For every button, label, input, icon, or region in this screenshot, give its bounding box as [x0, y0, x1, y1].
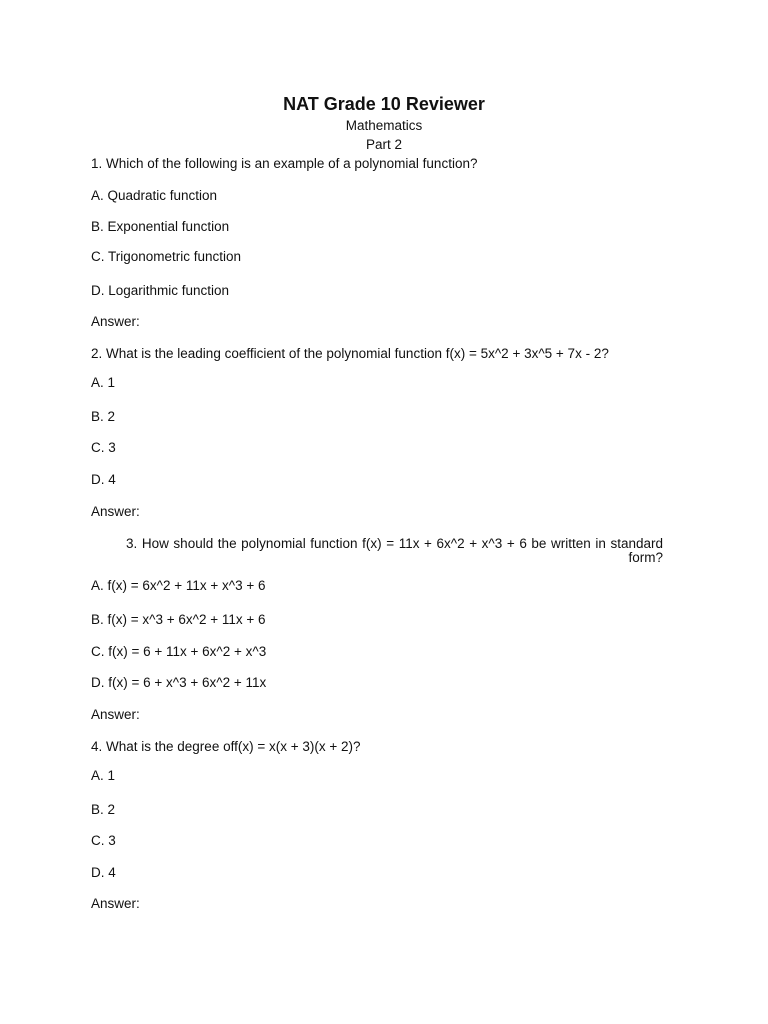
question-4-answer: Answer:: [91, 896, 140, 911]
question-2-choice-d: D. 4: [91, 472, 116, 487]
question-4-choice-d: D. 4: [91, 865, 116, 880]
question-3-choice-b: B. f(x) = x^3 + 6x^2 + 11x + 6: [91, 612, 266, 627]
document-subtitle: Mathematics: [345, 118, 423, 133]
question-4-choice-c: C. 3: [91, 833, 116, 848]
question-2-text: 2. What is the leading coefficient of the polynomial function f(x) = 5x^2 + 3x^5 + 7x - 2?: [91, 346, 609, 361]
question-4-text: 4. What is the degree off(x) = x(x + 3)(x + 2)?: [91, 739, 361, 754]
question-2-answer: Answer:: [91, 504, 140, 519]
question-1-choice-a: A. Quadratic function: [91, 188, 218, 203]
document-title: NAT Grade 10 Reviewer: [283, 94, 485, 114]
document-part: Part 2: [365, 137, 403, 152]
question-1-choice-b: B. Exponential function: [91, 219, 230, 234]
question-2-choice-c: C. 3: [91, 440, 116, 455]
question-1-choice-d: D. Logarithmic function: [91, 283, 230, 298]
question-3-choice-d: D. f(x) = 6 + x^3 + 6x^2 + 11x: [91, 675, 267, 690]
question-4-choice-b: B. 2: [91, 802, 116, 817]
question-3-answer: Answer:: [91, 707, 140, 722]
question-3-choice-a: A. f(x) = 6x^2 + 11x + x^3 + 6: [91, 578, 266, 593]
question-1-answer: Answer:: [91, 314, 140, 329]
question-2-choice-b: B. 2: [91, 409, 116, 424]
question-3-text: 3. How should the polynomial function f(x) = 11x + 6x^2 + x^3 + 6 be written in standard form?: [126, 536, 663, 565]
question-3-choice-c: C. f(x) = 6 + 11x + 6x^2 + x^3: [91, 644, 267, 659]
question-1-choice-c: C. Trigonometric function: [91, 249, 242, 264]
question-1-text: 1. Which of the following is an example of a polynomial function?: [91, 156, 478, 171]
question-4-choice-a: A. 1: [91, 768, 116, 783]
question-2-choice-a: A. 1: [91, 375, 116, 390]
